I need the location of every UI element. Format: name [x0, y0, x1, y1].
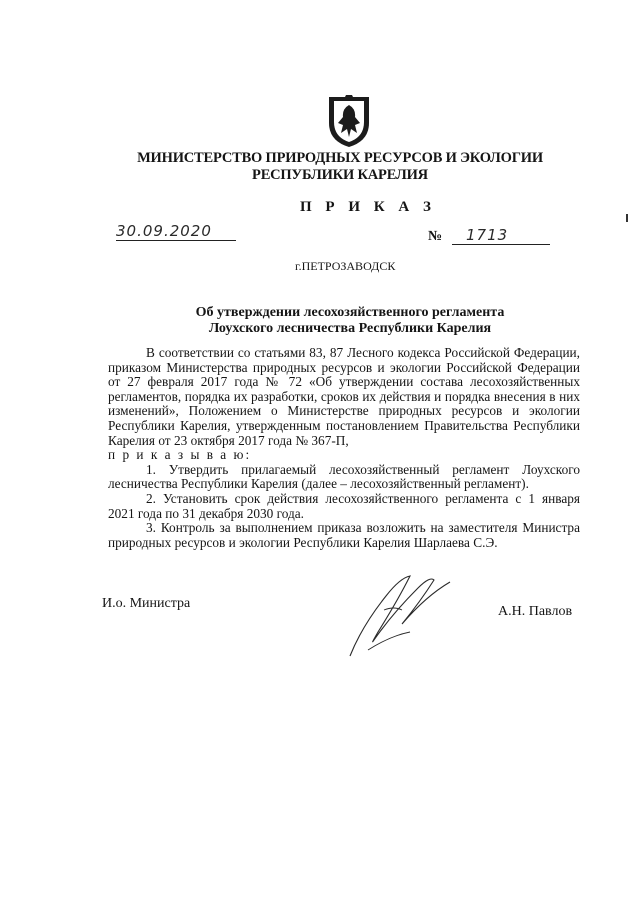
subject-line2: Лоухского лесничества Республики Карелия — [208, 321, 492, 336]
order-date: 30.09.2020 — [116, 222, 236, 241]
signatory-role: И.о. Министра — [102, 596, 191, 611]
ministry-name-line1: МИНИСТЕРСТВО ПРИРОДНЫХ РЕСУРСОВ И ЭКОЛОГИИ — [137, 150, 543, 166]
handwritten-signature — [340, 566, 460, 666]
number-label: № — [428, 229, 443, 244]
order-body — [108, 346, 580, 550]
signatory-name: А.Н. Павлов — [498, 604, 573, 619]
order-item-1: 1. Утвердить прилагаемый лесохозяйственный регламент Лоухского лесничества Республики Карелия (далее – лесохозяйственный регламент). — [108, 461, 580, 492]
preamble: В соответствии со статьями 83, 87 Лесного кодекса Российской Федерации, приказом Министерства природных ресурсов и экологии Российской Федерации от 27 февраля 2017 года № 72 «Об утверждении состава лесохозяйственных регламентов, порядка их разработки, сроков их действия и порядка внесения в них изменений», Положением о Министерстве природных ресурсов и экологии Республики Карелия, утвержденным постановлением Правительства Республики Карелия от 23 октября 2017 года № 367-П, — [108, 345, 580, 448]
order-phrase: п р и к а з ы в а ю: — [108, 447, 252, 463]
margin-mark — [626, 214, 628, 222]
order-number: 1713 — [452, 226, 550, 245]
subject-line1: Об утверждении лесохозяйственного регламента — [195, 305, 505, 320]
coat-of-arms-icon — [326, 93, 372, 149]
city: г.ПЕТРОЗАВОДСК — [295, 259, 396, 273]
order-title: П Р И К А З — [300, 199, 436, 215]
order-item-3: 3. Контроль за выполнением приказа возложить на заместителя Министра природных ресурсов и экологии Республики Карелия Шарлаева С.Э. — [108, 520, 580, 550]
order-item-2: 2. Установить срок действия лесохозяйственного регламента с 1 января 2021 года по 31 декабря 2030 года. — [108, 490, 580, 521]
ministry-name-line2: РЕСПУБЛИКИ КАРЕЛИЯ — [252, 167, 428, 183]
